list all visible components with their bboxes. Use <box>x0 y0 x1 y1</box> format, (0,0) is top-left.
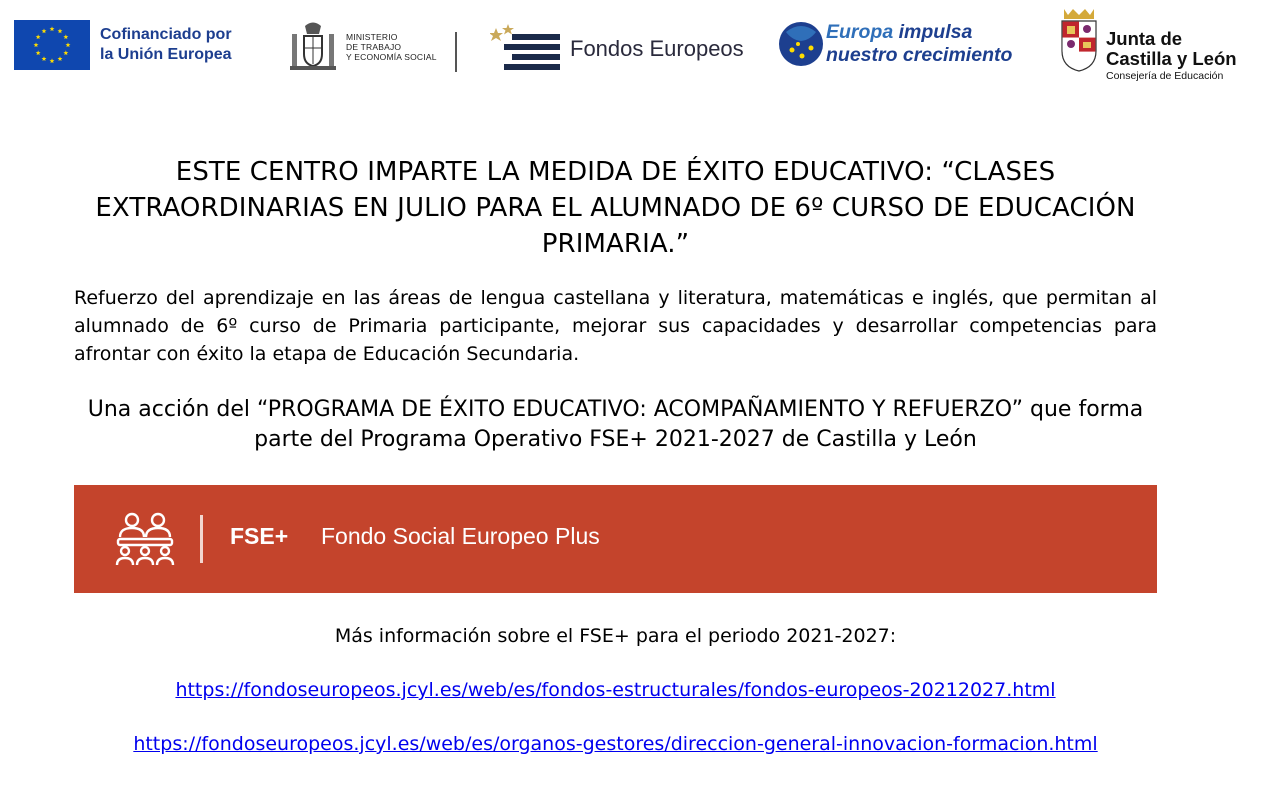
eu-star-icon <box>58 29 63 34</box>
people-group-icon <box>112 511 178 567</box>
eu-star-icon <box>66 42 71 47</box>
eu-star-icon <box>36 34 41 39</box>
fondos-europeos-text: Fondos Europeos <box>570 36 744 61</box>
eu-cofinancing-logo <box>14 20 232 70</box>
europa-impulsa-globe-icon <box>778 14 824 74</box>
eu-star-icon <box>50 26 55 31</box>
spanish-coat-of-arms-icon <box>288 20 338 74</box>
eu-star-icon <box>42 56 47 61</box>
fondos-europeos-2021-2027-link[interactable]: https://fondoseuropeos.jcyl.es/web/es/fondos-estructurales/fondos-europeos-20212027.html <box>175 679 1056 701</box>
eu-cofinancing-text <box>100 25 232 65</box>
castilla-leon-shield-icon <box>1058 5 1100 73</box>
headline: ESTE CENTRO IMPARTE LA MEDIDA DE ÉXITO EDUCATIVO: “CLASES EXTRAORDINARIAS EN JULIO PARA EL ALUMNADO DE 6º CURSO DE EDUCACIÓN PRIMARIA.” <box>95 157 1136 259</box>
fse-plus-banner <box>74 485 1157 593</box>
eu-flag-icon <box>14 20 90 70</box>
europa-impulsa-logo <box>778 14 1012 74</box>
jcyl-subtitle: Consejería de Educación <box>1106 70 1224 82</box>
link-row-1 <box>74 676 1157 704</box>
eu-star-icon <box>42 29 47 34</box>
europa-word: Europa <box>826 21 894 43</box>
ministry-logo <box>288 20 437 74</box>
europa-impulsa-line1 <box>826 21 1012 44</box>
fse-name: Fondo Social Europeo Plus <box>321 523 600 549</box>
ministry-text <box>346 32 437 62</box>
intro-paragraph: Refuerzo del aprendizaje en las áreas de lengua castellana y literatura, matemáticas e inglés, que permitan al alumnado de 6º curso de Primaria participante, mejorar sus capacidades y desarrollar competencias para afrontar con éxito la etapa de Educación Secundaria. <box>74 287 1157 365</box>
direccion-general-innovacion-link[interactable]: https://fondoseuropeos.jcyl.es/web/es/organos-gestores/direccion-general-innovacion-formacion.html <box>133 733 1098 755</box>
fondos-europeos-mark-icon <box>490 22 564 76</box>
banner-divider <box>200 515 203 563</box>
ministry-line3: Y ECONOMÍA SOCIAL <box>346 52 437 62</box>
fse-acronym: FSE+ <box>230 523 289 549</box>
junta-castilla-leon-text <box>1106 29 1237 82</box>
program-paragraph: Una acción del “PROGRAMA DE ÉXITO EDUCATIVO: ACOMPAÑAMIENTO Y REFUERZO” que forma parte del Programa Operativo FSE+ 2021-2027 de Castilla y León <box>87 397 1144 452</box>
junta-castilla-leon-logo <box>1058 5 1237 82</box>
eu-star-icon <box>63 34 68 39</box>
eu-star-icon <box>36 50 41 55</box>
europa-impulsa-line2: nuestro crecimiento <box>826 44 1013 66</box>
eu-star-icon <box>58 56 63 61</box>
link-row-2 <box>118 731 1113 758</box>
europa-impulsa-text <box>826 21 1012 67</box>
jcyl-line2: Castilla y León <box>1106 48 1237 69</box>
logo-bar <box>0 0 1272 100</box>
ministry-divider <box>455 32 457 72</box>
ministry-line1: MINISTERIO <box>346 32 398 42</box>
eu-text-line1: Cofinanciado por <box>100 26 232 43</box>
eu-star-icon <box>63 50 68 55</box>
jcyl-line1: Junta de <box>1106 28 1183 49</box>
impulsa-word: impulsa <box>898 21 973 43</box>
eu-star-icon <box>34 42 39 47</box>
more-info-text: Más información sobre el FSE+ para el periodo 2021-2027: <box>334 625 897 647</box>
eu-text-line2: la Unión Europea <box>100 46 232 63</box>
fondos-europeos-logo <box>490 22 744 76</box>
eu-star-icon <box>50 58 55 63</box>
ministry-line2: DE TRABAJO <box>346 42 402 52</box>
